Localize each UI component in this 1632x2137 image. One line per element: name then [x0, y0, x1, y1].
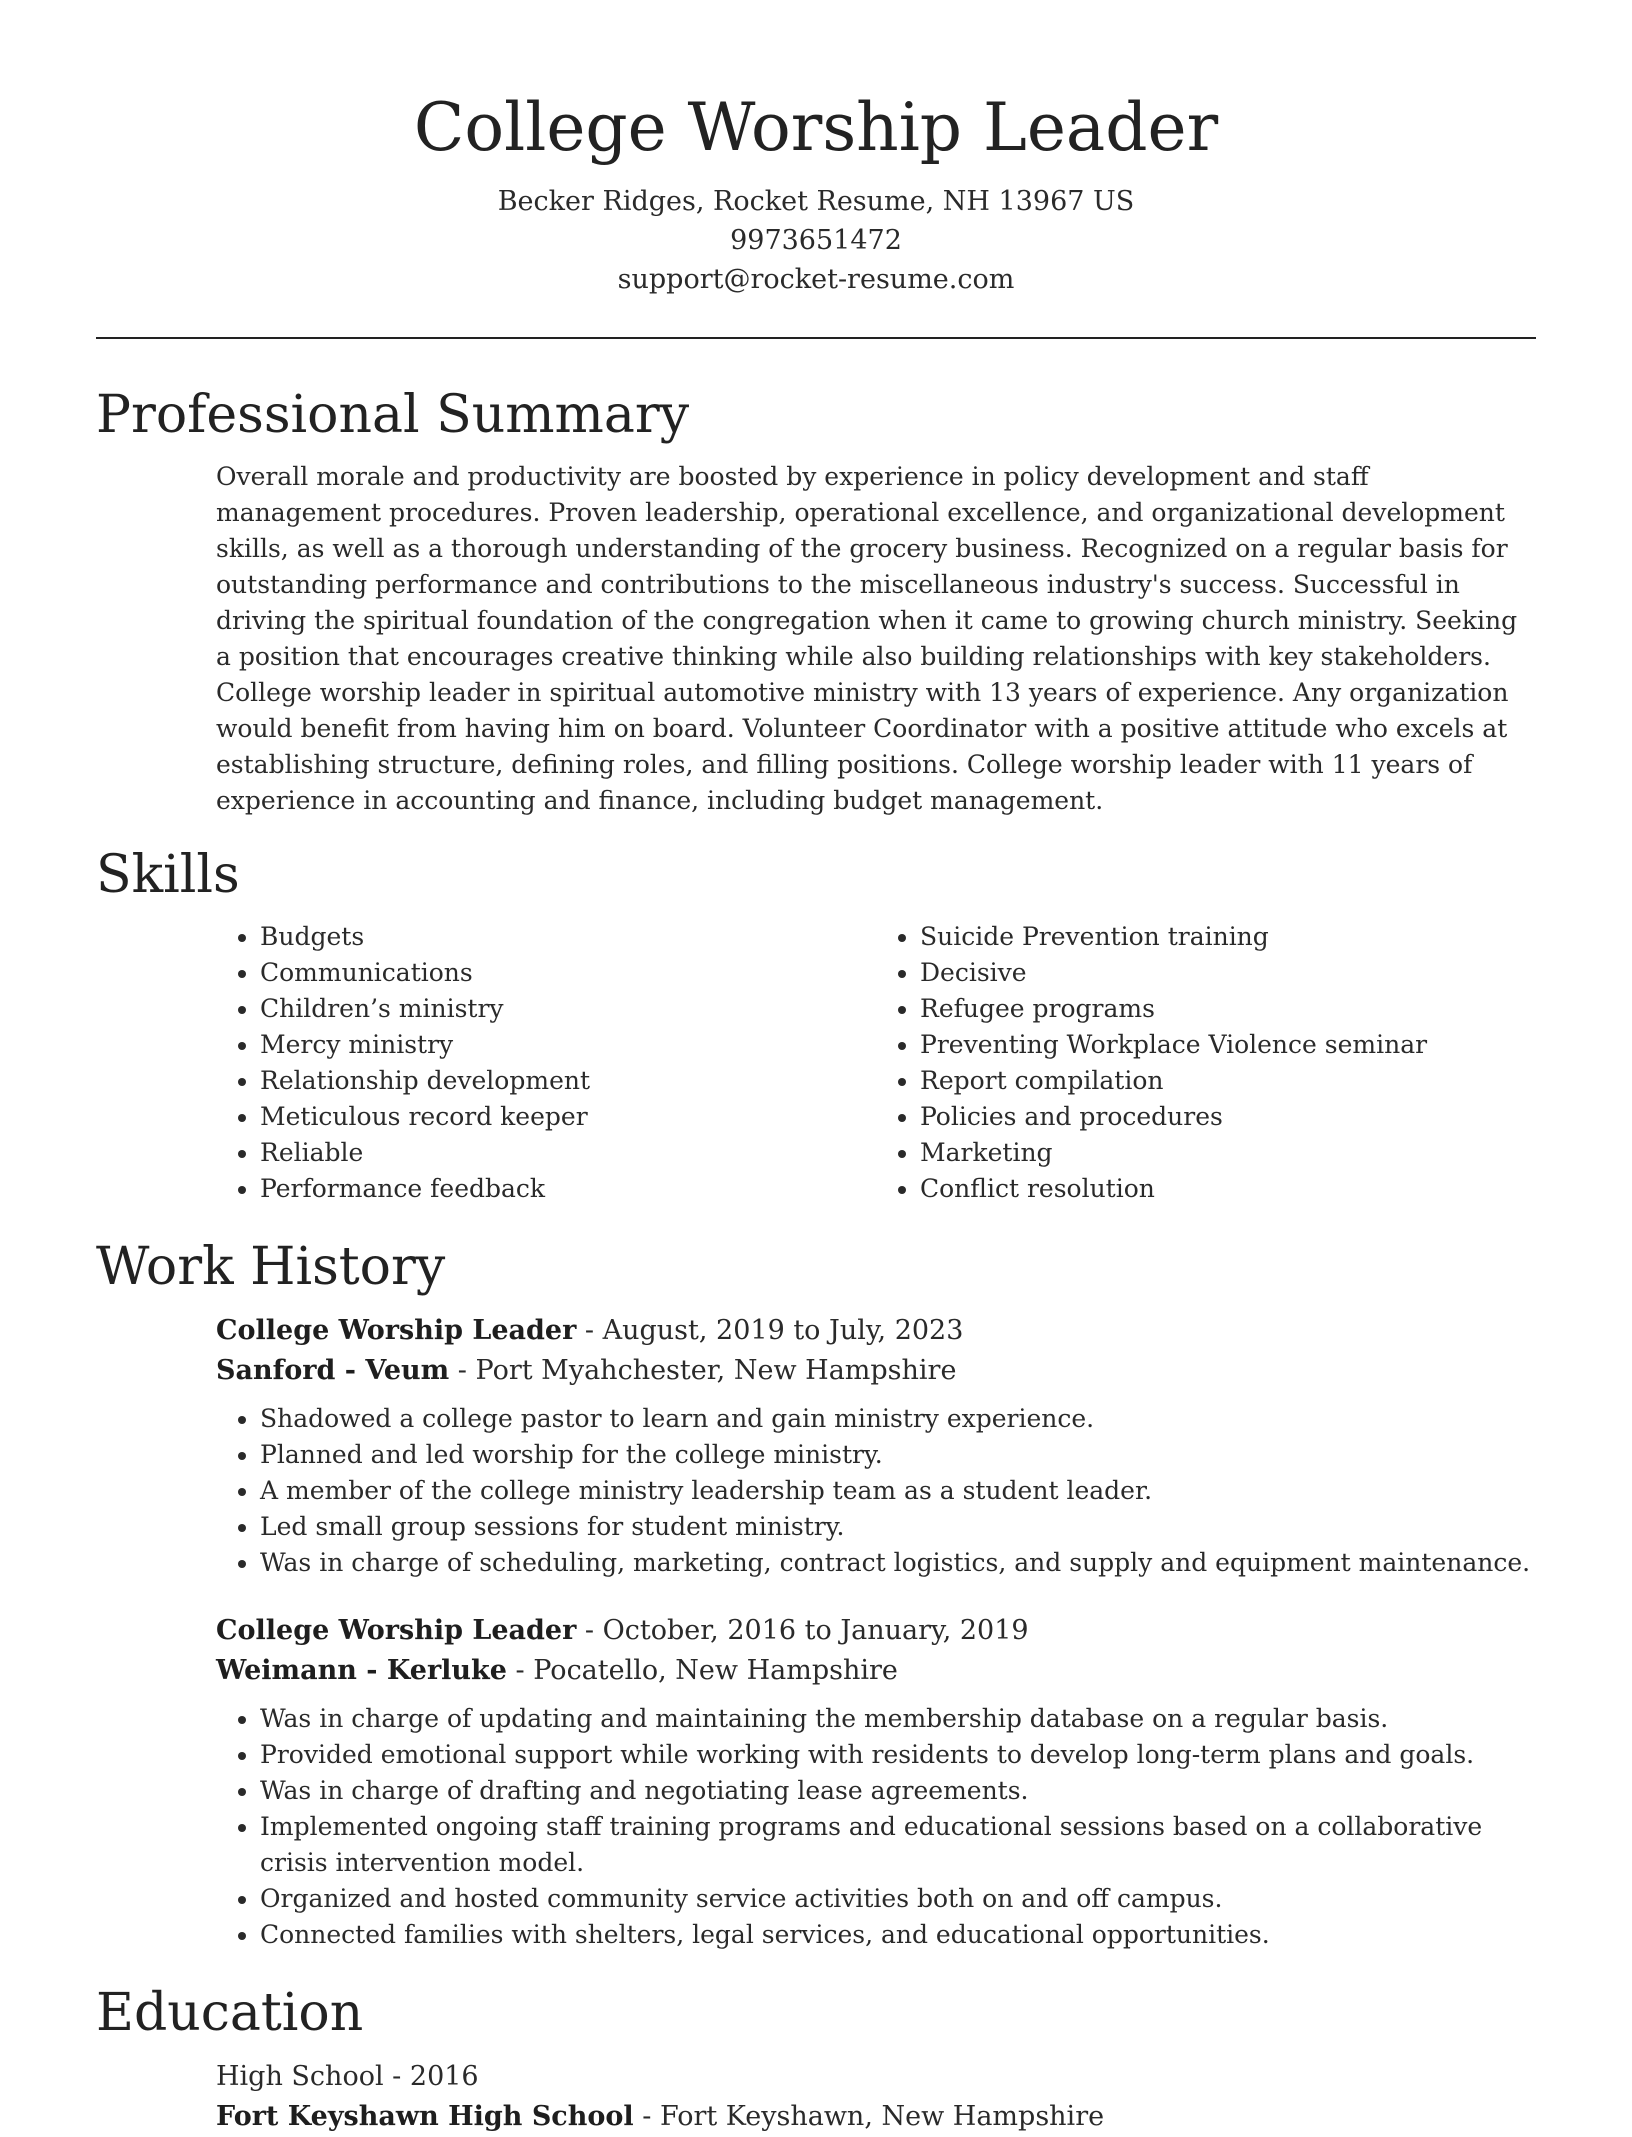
- job-role: College Worship Leader: [216, 1615, 577, 1646]
- job-bullet: • Implemented ongoing staff training programs and educational sessions based on a collaborative crisis intervention model.: [260, 1809, 1536, 1881]
- contact-address: Becker Ridges, Rocket Resume, NH 13967 US: [497, 186, 1135, 217]
- job-entry: [216, 1611, 1536, 1953]
- contact-email: support@rocket-resume.com: [617, 264, 1015, 295]
- contact-phone: 9973651472: [730, 225, 902, 256]
- summary-text: Overall morale and productivity are boosted by experience in policy development and staff management procedures. Proven leadership, operational excellence, and organizational development skills, as well as a thorough understanding of the grocery business. Recognized on a regular basis for outstanding performance and contributions to the miscellaneous industry's success. Successful in driving the spiritual foundation of the congregation when it came to growing church ministry. Seeking a position that encourages creative thinking while also building relationships with key stakeholders. College worship leader in spiritual automotive ministry with 13 years of experience. Any organization would benefit from having him on board. Volunteer Coordinator with a positive attitude who excels at establishing structure, defining roles, and filling positions. College worship leader with 11 years of experience in accounting and finance, including budget management.: [216, 462, 1518, 815]
- skill-item: • Mercy ministry: [260, 1027, 876, 1063]
- job-employer-line: [216, 1651, 1536, 1691]
- skill-item: • Suicide Prevention training: [920, 919, 1536, 955]
- resume-page: [96, 0, 1536, 2137]
- contact-info: [96, 182, 1536, 299]
- job-bullet: • Led small group sessions for student ministry.: [260, 1509, 1536, 1545]
- job-employer: Sanford - Veum: [216, 1355, 450, 1386]
- job-bullet: • A member of the college ministry leadership team as a student leader.: [260, 1473, 1536, 1509]
- section-title-skills: Skills: [96, 845, 240, 905]
- section-title-summary: Professional Summary: [96, 385, 690, 445]
- education-year: 2016: [409, 2061, 479, 2092]
- skill-item: • Preventing Workplace Violence seminar: [920, 1027, 1536, 1063]
- job-role-line: [216, 1611, 1536, 1651]
- job-bullet: • Provided emotional support while working with residents to develop long-term plans and goals.: [260, 1737, 1536, 1773]
- skill-item: • Policies and procedures: [920, 1099, 1536, 1135]
- skill-item: • Performance feedback: [260, 1171, 876, 1207]
- education-degree-line: [216, 2057, 1536, 2097]
- work-section: [216, 1311, 1536, 1953]
- job-bullets: [216, 1701, 1536, 1953]
- skill-item: • Budgets: [260, 919, 876, 955]
- skill-item: • Refugee programs: [920, 991, 1536, 1027]
- separator: -: [383, 2061, 410, 2092]
- summary-section: [216, 459, 1536, 819]
- resume-header: [96, 0, 1536, 299]
- education-location: Fort Keyshawn, New Hampshire: [659, 2101, 1105, 2132]
- job-location: Port Myahchester, New Hampshire: [475, 1355, 957, 1386]
- job-bullet: • Organized and hosted community service activities both on and off campus.: [260, 1881, 1536, 1917]
- separator: -: [576, 1315, 603, 1346]
- job-bullet: • Planned and led worship for the college ministry.: [260, 1437, 1536, 1473]
- education-school-line: [216, 2097, 1536, 2137]
- skills-section: [216, 919, 1536, 1207]
- skill-item: • Meticulous record keeper: [260, 1099, 876, 1135]
- education-school: Fort Keyshawn High School: [216, 2101, 634, 2132]
- separator: -: [576, 1615, 603, 1646]
- job-dates: August, 2019 to July, 2023: [602, 1315, 964, 1346]
- skill-item: • Communications: [260, 955, 876, 991]
- job-bullet: • Connected families with shelters, legal services, and educational opportunities.: [260, 1917, 1536, 1953]
- skill-item: • Reliable: [260, 1135, 876, 1171]
- header-divider: [96, 337, 1536, 339]
- skill-item: • Conflict resolution: [920, 1171, 1536, 1207]
- education-degree: High School: [216, 2061, 384, 2092]
- job-bullet: • Was in charge of drafting and negotiating lease agreements.: [260, 1773, 1536, 1809]
- job-bullets: [216, 1401, 1536, 1581]
- skill-item: • Marketing: [920, 1135, 1536, 1171]
- skill-item: • Children’s ministry: [260, 991, 876, 1027]
- education-section: [216, 2057, 1536, 2137]
- skills-list-right: [876, 919, 1536, 1207]
- job-employer-line: [216, 1351, 1536, 1391]
- job-employer: Weimann - Kerluke: [216, 1655, 507, 1686]
- candidate-title: College Worship Leader: [413, 89, 1219, 166]
- separator: -: [449, 1355, 476, 1386]
- skill-item: • Report compilation: [920, 1063, 1536, 1099]
- job-role: College Worship Leader: [216, 1315, 577, 1346]
- skill-item: • Decisive: [920, 955, 1536, 991]
- job-bullet: • Was in charge of scheduling, marketing, contract logistics, and supply and equipment maintenance.: [260, 1545, 1536, 1581]
- job-entry: [216, 1311, 1536, 1581]
- job-role-line: [216, 1311, 1536, 1351]
- separator: -: [506, 1655, 534, 1686]
- separator: -: [633, 2101, 660, 2132]
- job-location: Pocatello, New Hampshire: [533, 1655, 898, 1686]
- job-bullet: • Was in charge of updating and maintaining the membership database on a regular basis.: [260, 1701, 1536, 1737]
- section-title-education: Education: [96, 1983, 364, 2043]
- job-bullet: • Shadowed a college pastor to learn and gain ministry experience.: [260, 1401, 1536, 1437]
- skills-list-left: [216, 919, 876, 1207]
- section-title-work: Work History: [96, 1237, 446, 1297]
- job-dates: October, 2016 to January, 2019: [602, 1615, 1029, 1646]
- skill-item: • Relationship development: [260, 1063, 876, 1099]
